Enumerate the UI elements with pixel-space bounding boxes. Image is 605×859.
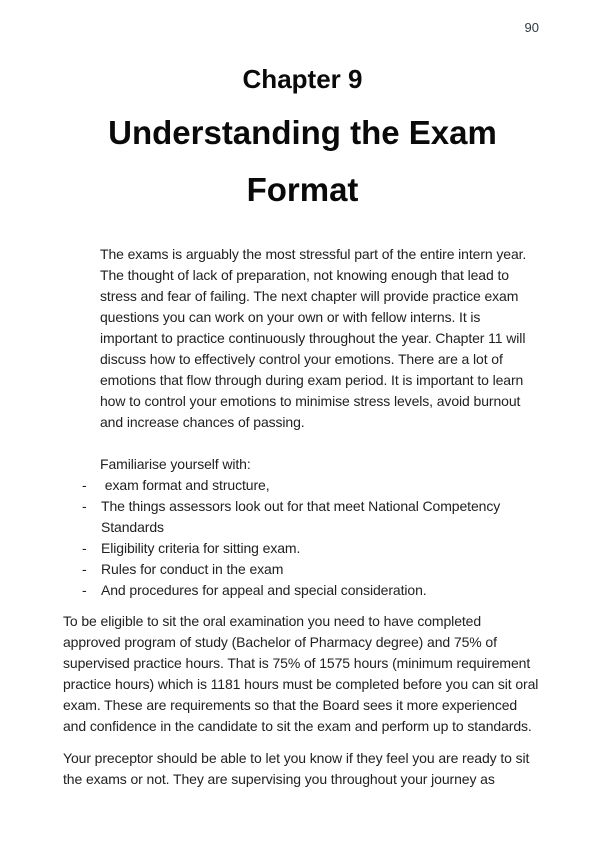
list-item-label: Rules for conduct in the exam bbox=[101, 561, 284, 577]
dash-marker: - bbox=[82, 477, 87, 493]
list-item bbox=[82, 559, 541, 580]
list-item bbox=[82, 580, 541, 601]
list-item-label: Eligibility criteria for sitting exam. bbox=[101, 540, 301, 556]
list-item bbox=[82, 496, 541, 538]
paragraph-preceptor: Your preceptor should be able to let you know if they feel you are ready to sit the exams or not. They are supervising you throughout your journey as bbox=[63, 750, 530, 787]
list-item bbox=[82, 475, 541, 496]
list-item-label: And procedures for appeal and special consideration. bbox=[101, 582, 427, 598]
dash-marker: - bbox=[82, 582, 87, 598]
dash-marker: - bbox=[82, 498, 87, 514]
paragraph-exam-stress: The exams is arguably the most stressful part of the entire intern year. The thought of lack of preparation, not knowing enough that lead to stress and fear of failing. The next chapter will provide practice exam questions you can work on your own or with fellow interns. It is important to practice continuously throughout the year. Chapter 11 will discuss how to effectively control your emotions. There are a lot of emotions that flow through during exam period. It is important to learn how to control your emotions to minimise stress levels, avoid burnout and increase chances of passing. bbox=[100, 246, 527, 430]
familiarise-list bbox=[0, 475, 605, 601]
dash-marker: - bbox=[82, 540, 87, 556]
list-item-label: exam format and structure, bbox=[101, 477, 270, 493]
list-item-label: The things assessors look out for that meet National Competency Standards bbox=[101, 498, 504, 535]
chapter-heading: Chapter 9 bbox=[242, 64, 363, 94]
list-intro: Familiarise yourself with: bbox=[100, 456, 251, 472]
intro-block bbox=[100, 244, 541, 475]
list-item bbox=[82, 538, 541, 559]
page-number: 90 bbox=[524, 20, 539, 35]
paragraph-eligibility: To be eligible to sit the oral examination you need to have completed approved program of study (Bachelor of Pharmacy degree) and 75% of supervised practice hours. That is 75% of 1575 hours (minimum requirement practice hours) which is 1181 hours must be completed before you can sit oral exam. These are requirements so that the Board sees it more experienced and confidence in the candidate to sit the exam and perform up to standards. bbox=[63, 613, 539, 734]
dash-marker: - bbox=[82, 561, 87, 577]
page-title: Understanding the Exam Format bbox=[108, 114, 497, 208]
